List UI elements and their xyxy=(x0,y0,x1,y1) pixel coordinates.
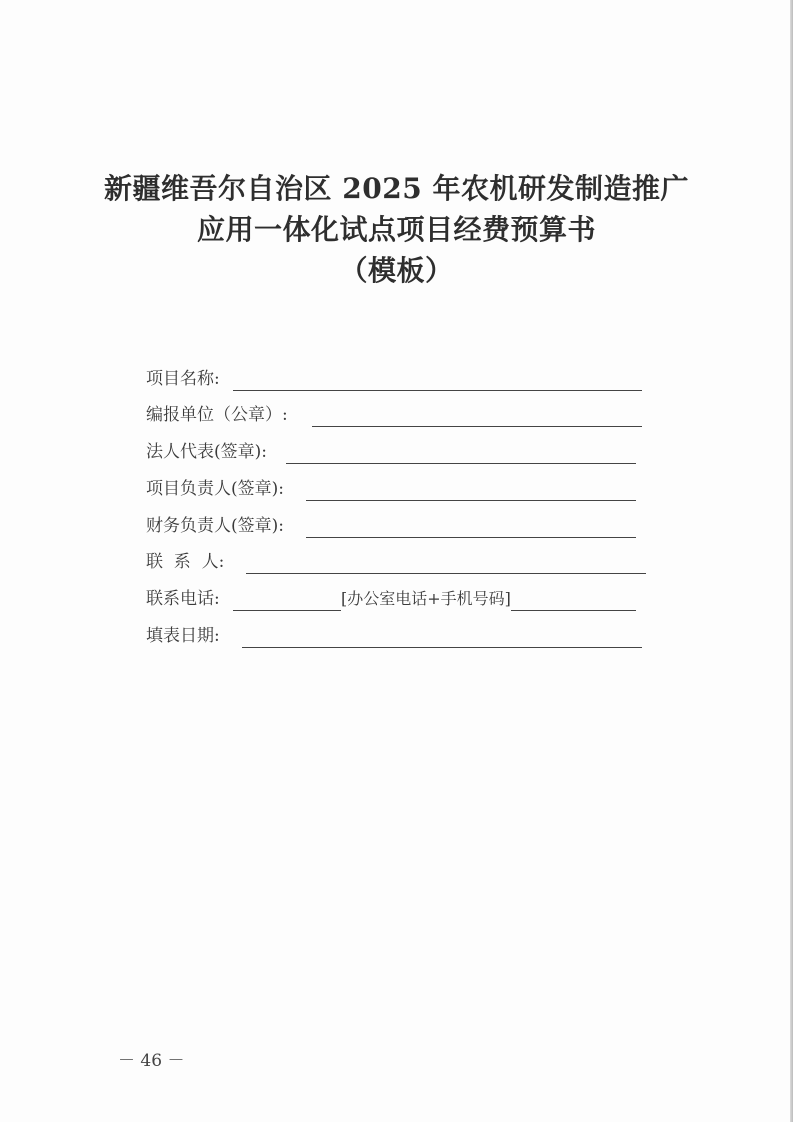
fill-line[interactable] xyxy=(233,390,642,391)
field-label: 编报单位（公章）: xyxy=(146,405,288,425)
field-label: 填表日期: xyxy=(146,626,220,646)
field-label: 项目负责人(签章): xyxy=(146,479,284,499)
fill-line[interactable] xyxy=(312,426,642,427)
fill-line[interactable] xyxy=(306,500,636,501)
field-label: 联系电话: xyxy=(146,589,220,609)
field-label: 财务负责人(签章): xyxy=(146,516,284,536)
field-label: 项目名称: xyxy=(146,369,220,389)
document-title xyxy=(0,168,793,291)
fill-line[interactable] xyxy=(242,647,642,648)
phone-hint: [办公室电话+手机号码] xyxy=(341,584,511,614)
fill-line[interactable] xyxy=(286,463,636,464)
page-number: － 46 － xyxy=(118,1051,185,1071)
title-line-2: 应用一体化试点项目经费预算书 xyxy=(196,213,596,246)
field-label: 联 系 人: xyxy=(146,552,225,572)
fill-line[interactable] xyxy=(306,537,636,538)
field-label: 法人代表(签章): xyxy=(146,442,267,462)
title-line-1: 新疆维吾尔自治区 2025 年农机研发制造推广 xyxy=(104,172,689,205)
fill-line[interactable] xyxy=(246,573,646,574)
title-line-3: （模板） xyxy=(339,254,454,287)
